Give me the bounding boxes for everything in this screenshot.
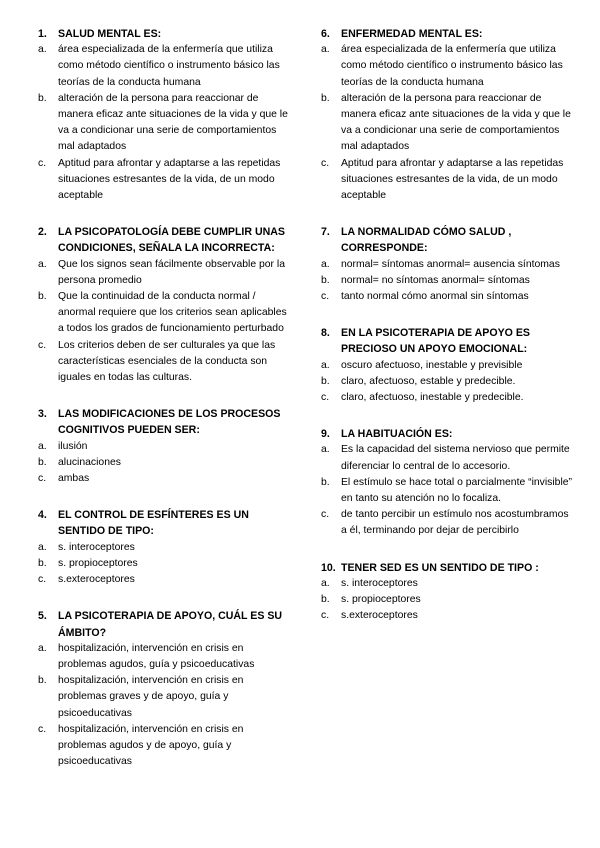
option-letter: b.: [321, 594, 330, 606]
option-letter: c.: [38, 723, 47, 735]
option-text: s.exteroceptores: [341, 610, 418, 622]
option-letter: a.: [321, 577, 330, 589]
option-text: normal= no síntomas anormal= síntomas: [341, 274, 530, 286]
option-text: área especializada de la enfermería que utiliza como método científico o instrumento básico las teorías de la conducta humana: [58, 44, 280, 88]
option-letter: b.: [38, 456, 47, 468]
option-letter: b.: [38, 291, 47, 303]
answer-option: [38, 572, 290, 588]
answer-option: [38, 471, 290, 487]
option-letter: b.: [38, 557, 47, 569]
answer-option: [321, 358, 573, 374]
option-letter: c.: [38, 157, 47, 169]
option-letter: c.: [38, 574, 47, 586]
right-column: [321, 26, 573, 645]
option-letter: a.: [38, 541, 47, 553]
question-title: EL CONTROL DE ESFÍNTERES ES UN SENTIDO DE TIPO:: [58, 509, 249, 538]
answer-option: [321, 507, 573, 539]
question-title: SALUD MENTAL ES:: [58, 28, 162, 40]
option-text: área especializada de la enfermería que utiliza como método científico o instrumento básico las teorías de la conducta humana: [341, 44, 563, 88]
answer-option: [38, 556, 290, 572]
option-text: Que los signos sean fácilmente observable por la persona promedio: [58, 258, 285, 286]
answer-option: [321, 257, 573, 273]
question-heading: [38, 224, 290, 256]
option-letter: b.: [321, 476, 330, 488]
option-letter: c.: [38, 473, 47, 485]
option-text: alteración de la persona para reaccionar de manera eficaz ante situaciones de la vida y que le va a condicionar una serie de comportamientos mal adaptados: [58, 92, 288, 153]
option-letter: b.: [321, 92, 330, 104]
question-title: LA NORMALIDAD CÓMO SALUD , CORRESPONDE:: [341, 226, 512, 255]
question-title: TENER SED ES UN SENTIDO DE TIPO :: [341, 561, 539, 574]
option-letter: b.: [38, 675, 47, 687]
option-text: s.exteroceptores: [58, 574, 135, 586]
option-letter: a.: [38, 440, 47, 452]
option-letter: c.: [38, 339, 47, 351]
option-text: s. interoceptores: [341, 577, 418, 589]
answer-option: [321, 442, 573, 474]
option-letter: c.: [321, 610, 330, 622]
option-text: Los criterios deben de ser culturales ya que las características esenciales de la conducta son iguales en todas las culturas.: [58, 339, 276, 384]
answer-option: [321, 475, 573, 507]
option-text: claro, afectuoso, estable y predecible.: [341, 375, 516, 387]
question-block: [321, 26, 573, 204]
answer-option: [321, 273, 573, 289]
answer-option: [38, 455, 290, 471]
question-block: [38, 406, 290, 487]
answer-option: [321, 156, 573, 205]
answer-option: [321, 91, 573, 156]
question-number: 1.: [38, 28, 47, 40]
option-letter: a.: [38, 642, 47, 654]
question-block: [38, 26, 290, 204]
question-title: ENFERMEDAD MENTAL ES:: [341, 28, 483, 40]
answer-option: [38, 289, 290, 338]
question-heading: [38, 406, 290, 438]
option-text: ilusión: [58, 440, 88, 452]
question-heading: [321, 426, 573, 442]
option-text: s. interoceptores: [58, 541, 135, 553]
question-title: LA PSICOTERAPIA DE APOYO, CUÁL ES SU ÁMBITO?: [58, 610, 283, 639]
question-heading: [38, 608, 290, 640]
answer-option: [321, 289, 573, 305]
answer-option: [321, 42, 573, 91]
question-number: 10.: [321, 561, 336, 574]
question-block: [38, 224, 290, 386]
option-letter: c.: [321, 392, 330, 404]
option-text: hospitalización, intervención en crisis en problemas graves y de apoyo, guía y psicoeducativas: [58, 675, 244, 719]
answer-option: [321, 374, 573, 390]
question-block: [321, 224, 573, 305]
option-text: hospitalización, intervención en crisis en problemas agudos y de apoyo, guía y psicoeducativas: [58, 723, 244, 768]
question-block: [38, 507, 290, 588]
answer-option: [321, 576, 573, 592]
option-text: s. propioceptores: [341, 594, 421, 606]
option-letter: c.: [321, 157, 330, 169]
answer-option: [38, 641, 290, 673]
question-title: LA HABITUACIÓN ES:: [341, 428, 453, 441]
question-block: [321, 426, 573, 539]
option-letter: a.: [321, 444, 330, 456]
question-block: [321, 325, 573, 406]
option-letter: a.: [321, 44, 330, 56]
option-text: oscuro afectuoso, inestable y previsible: [341, 359, 523, 371]
answer-option: [321, 608, 573, 624]
answer-option: [321, 592, 573, 608]
option-letter: b.: [321, 375, 330, 387]
answer-option: [38, 673, 290, 722]
option-text: hospitalización, intervención en crisis en problemas agudos, guía y psicoeducativas: [58, 642, 255, 670]
option-text: s. propioceptores: [58, 557, 138, 569]
option-letter: a.: [321, 359, 330, 371]
option-letter: a.: [38, 44, 47, 56]
answer-option: [38, 439, 290, 455]
option-letter: c.: [321, 509, 330, 521]
option-text: Que la continuidad de la conducta normal / anormal requiere que los criterios sean aplicables a todos los grados de funcionamiento perturbado: [58, 291, 287, 335]
answer-option: [38, 722, 290, 771]
question-heading: [321, 325, 573, 357]
question-heading: [321, 224, 573, 256]
option-letter: b.: [321, 274, 330, 286]
left-column: [38, 26, 290, 790]
question-number: 9.: [321, 428, 330, 441]
answer-option: [38, 42, 290, 91]
answer-option: [321, 390, 573, 406]
question-heading: [38, 507, 290, 539]
question-title: LAS MODIFICACIONES DE LOS PROCESOS COGNITIVOS PUEDEN SER:: [58, 408, 281, 437]
option-text: ambas: [58, 473, 90, 485]
question-heading: [321, 26, 573, 42]
question-number: 7.: [321, 226, 330, 239]
option-text: Es la capacidad del sistema nervioso que permite diferenciar lo central de lo accesorio.: [341, 444, 570, 472]
option-text: tanto normal cómo anormal sin síntomas: [341, 291, 529, 303]
question-title: EN LA PSICOTERAPIA DE APOYO ES PRECIOSO UN APOYO EMOCIONAL:: [341, 327, 530, 356]
question-number: 3.: [38, 408, 47, 421]
option-text: claro, afectuoso, inestable y predecible.: [341, 392, 524, 404]
question-title: LA PSICOPATOLOGÍA DEBE CUMPLIR UNAS CONDICIONES, SEÑALA LA INCORRECTA:: [58, 226, 285, 255]
option-letter: a.: [38, 258, 47, 270]
question-number: 2.: [38, 226, 47, 239]
option-text: El estímulo se hace total o parcialmente “invisible” en tanto su atención no lo focaliza.: [341, 476, 573, 505]
question-number: 4.: [38, 509, 47, 522]
option-text: Aptitud para afrontar y adaptarse a las repetidas situaciones estresantes de la vida, de un modo aceptable: [341, 157, 564, 202]
question-heading: [38, 26, 290, 42]
question-number: 8.: [321, 327, 330, 340]
question-block: [321, 560, 573, 625]
answer-option: [38, 540, 290, 556]
option-letter: b.: [38, 92, 47, 104]
option-text: alteración de la persona para reaccionar de manera eficaz ante situaciones de la vida y que le va a condicionar una serie de comportamientos mal adaptados: [341, 92, 571, 153]
question-number: 6.: [321, 28, 330, 40]
question-heading: [321, 560, 573, 576]
option-text: normal= síntomas anormal= ausencia síntomas: [341, 258, 560, 270]
option-letter: a.: [321, 258, 330, 270]
answer-option: [38, 257, 290, 289]
answer-option: [38, 91, 290, 156]
option-letter: c.: [321, 291, 330, 303]
answer-option: [38, 338, 290, 387]
option-text: Aptitud para afrontar y adaptarse a las repetidas situaciones estresantes de la vida, de un modo aceptable: [58, 157, 281, 202]
option-text: de tanto percibir un estímulo nos acostumbramos a él, terminando por dejar de percibirlo: [341, 509, 569, 537]
answer-option: [38, 156, 290, 205]
option-text: alucinaciones: [58, 456, 121, 468]
question-block: [38, 608, 290, 770]
question-number: 5.: [38, 610, 47, 623]
